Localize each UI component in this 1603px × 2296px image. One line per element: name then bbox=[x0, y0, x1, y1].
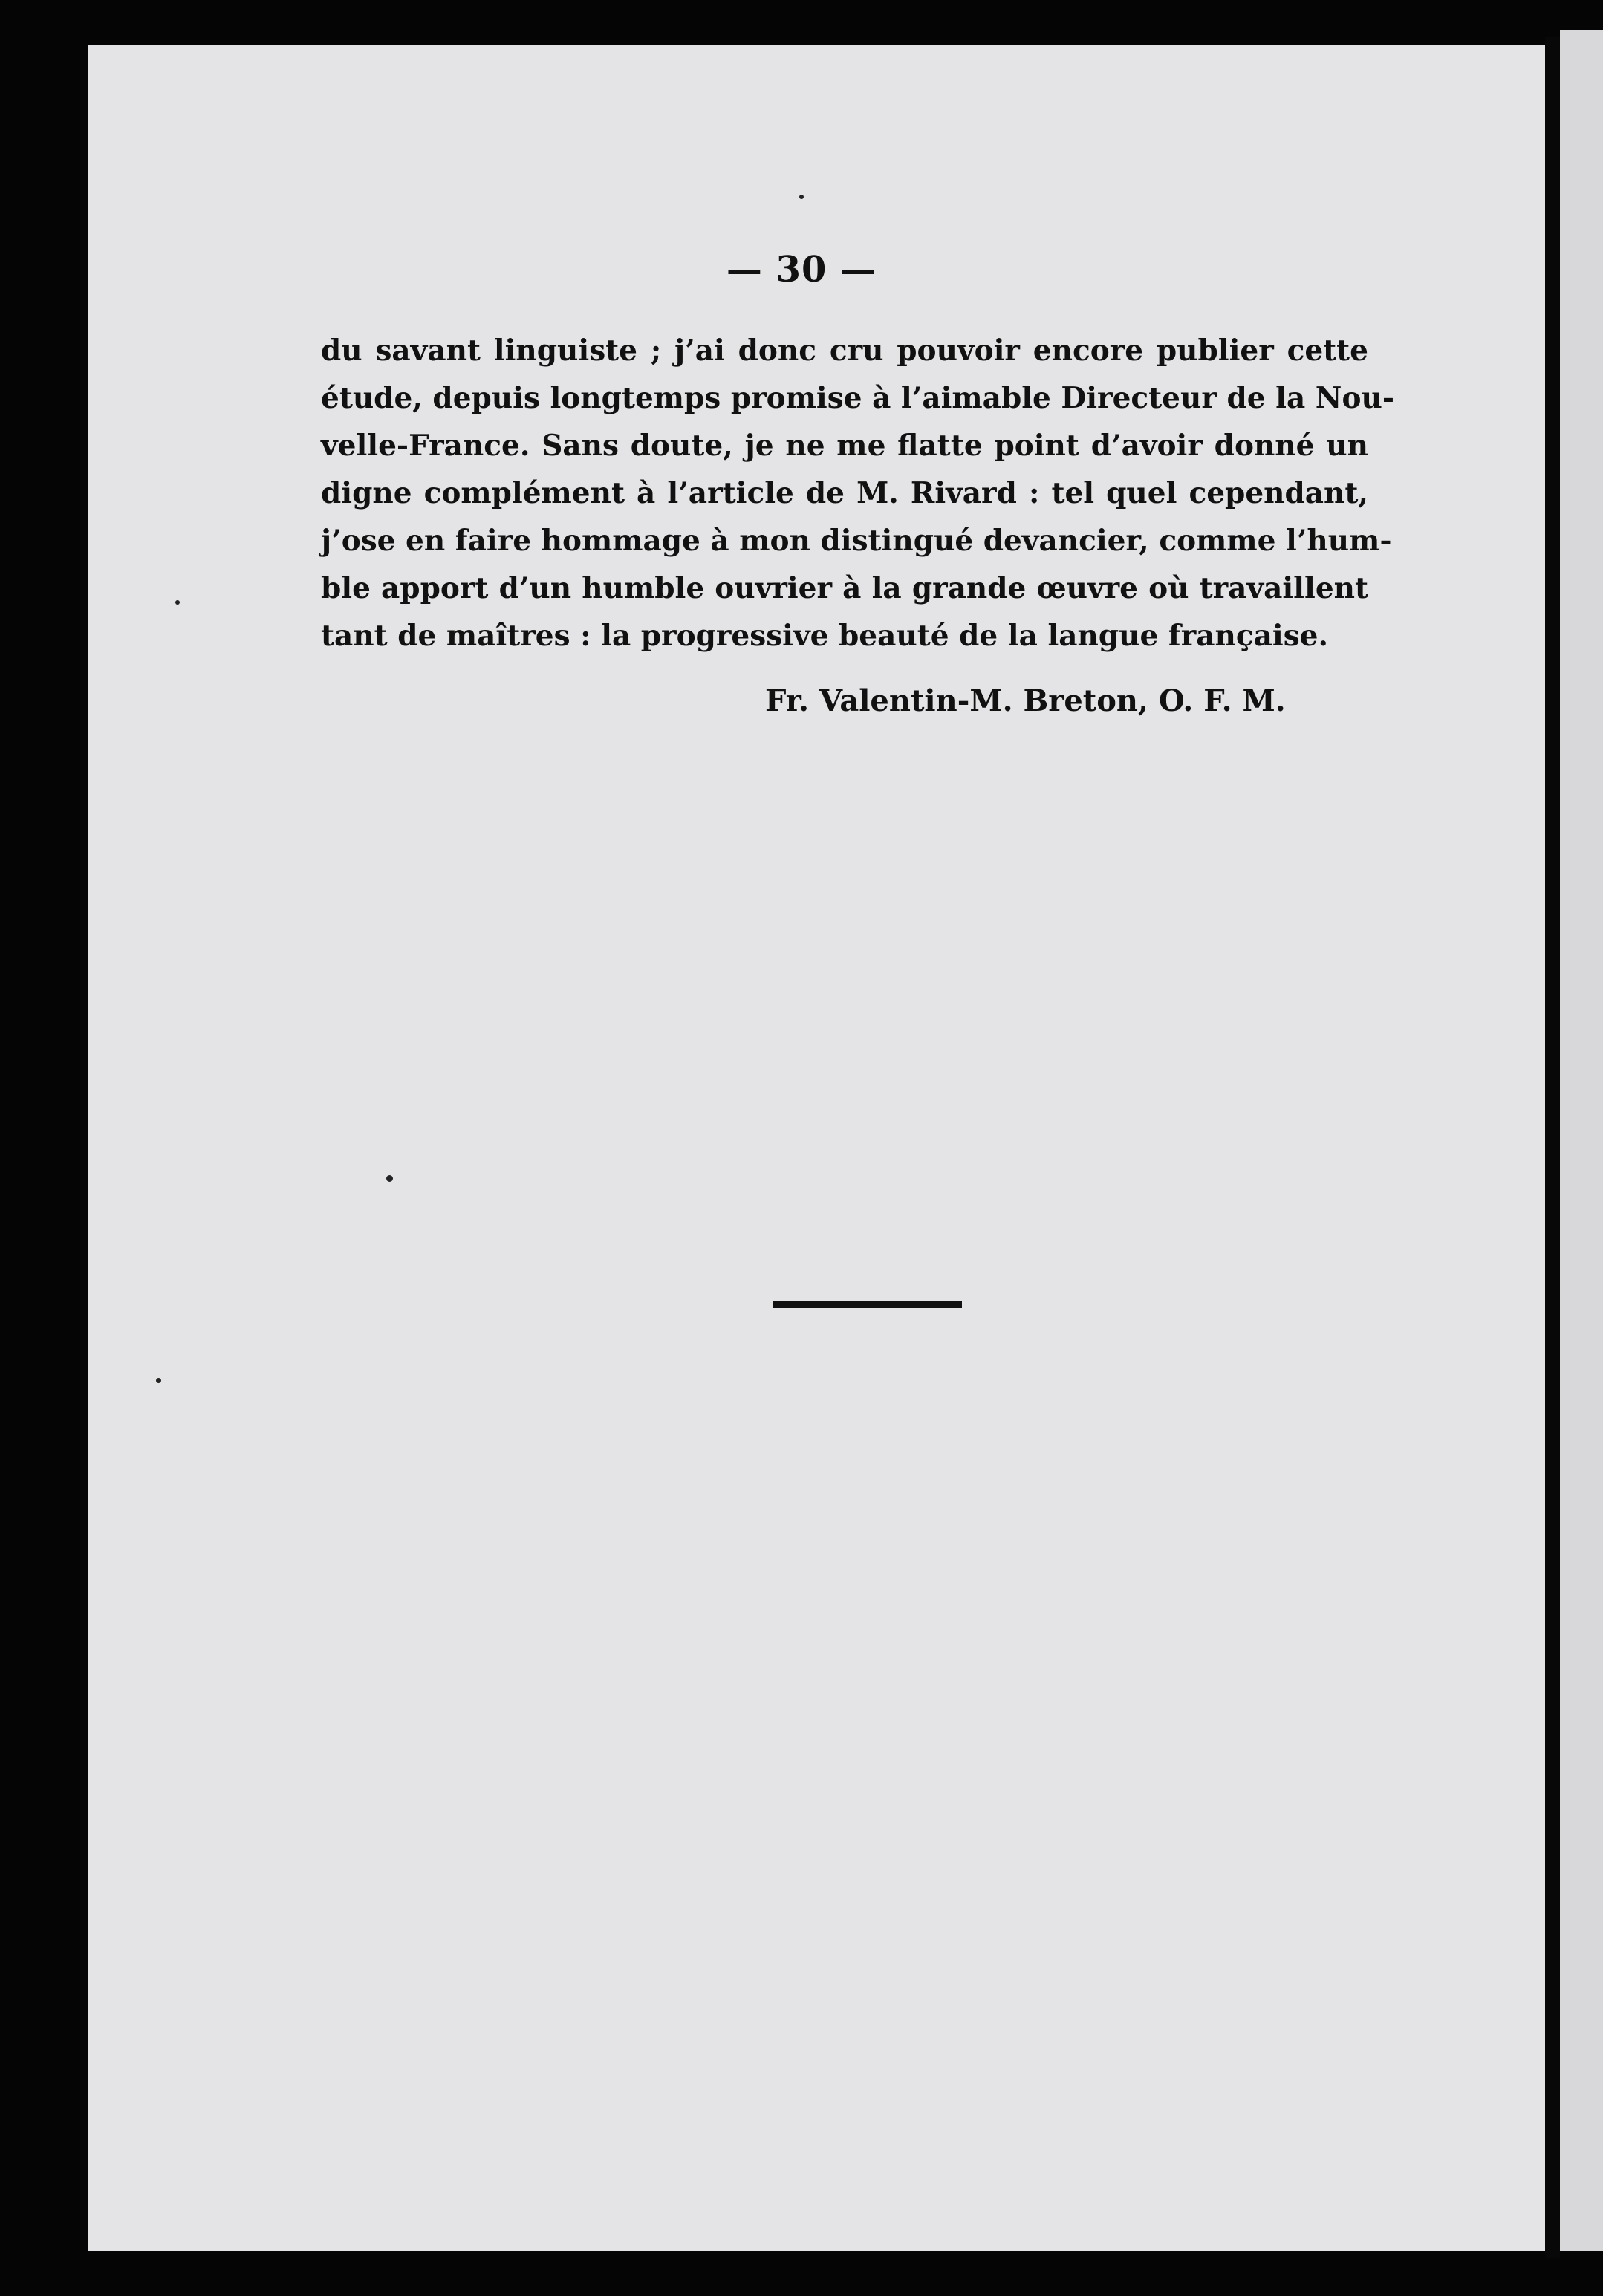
page-number: — 30 — bbox=[726, 249, 877, 290]
text-line: digne complément à l’article de M. Rivard : tel quel cependant, bbox=[321, 476, 1368, 510]
text-line: ble apport d’un humble ouvrier à la grande œuvre où travaillent bbox=[321, 571, 1368, 605]
body-text bbox=[321, 327, 1394, 660]
text-line: j’ose en faire hommage à mon distingué devancier, comme l’hum- bbox=[321, 524, 1392, 558]
page-fold-shadow bbox=[1545, 37, 1560, 2258]
text-line: étude, depuis longtemps promise à l’aimable Directeur de la Nou- bbox=[321, 381, 1394, 415]
text-line: tant de maîtres : la progressive beauté de la langue française. bbox=[321, 619, 1329, 653]
scan-speck bbox=[175, 600, 180, 605]
text-line: velle-France. Sans doute, je ne me flatte point d’avoir donné un bbox=[321, 429, 1368, 463]
end-rule bbox=[773, 1301, 962, 1308]
author-signature: Fr. Valentin-M. Breton, O. F. M. bbox=[765, 683, 1286, 718]
scan-speck bbox=[156, 1378, 161, 1383]
scan-speck bbox=[799, 195, 804, 199]
scan-speck bbox=[386, 1175, 393, 1182]
next-page-edge bbox=[1560, 30, 1603, 2251]
text-line: du savant linguiste ; j’ai donc cru pouvoir encore publier cette bbox=[321, 334, 1368, 368]
